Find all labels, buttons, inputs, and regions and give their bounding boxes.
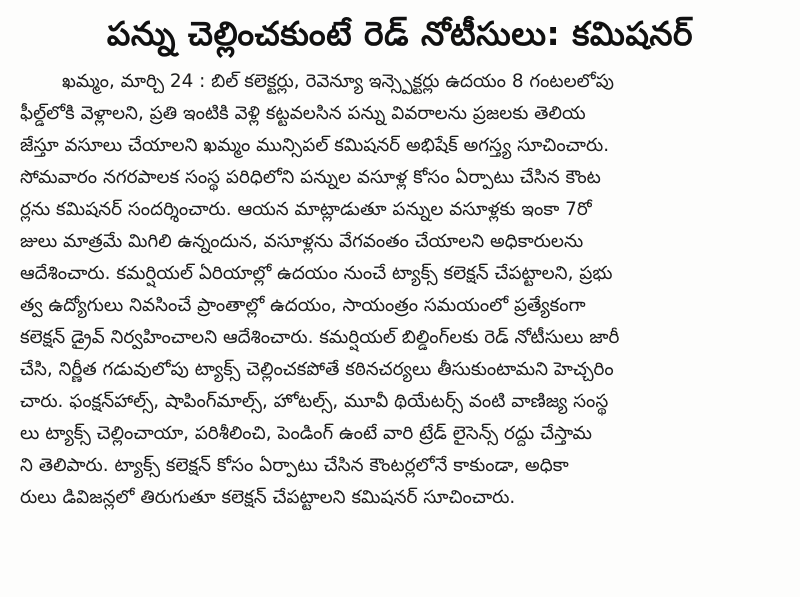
body-line: ఫీల్డ్‌లోకి వెళ్లాలని, ప్రతి ఇంటికి వెళ్లి కట్టవలసిన పన్ను వివరాలను ప్రజలకు తెలియ — [20, 103, 586, 124]
body-line: లు ట్యాక్స్ చెల్లించాయా, పరిశీలించి, పెండింగ్ ఉంటే వారి ట్రేడ్ లైసెన్స్ రద్దు చేస్తామ — [20, 423, 592, 444]
body-line: ని తెలిపారు. ట్యాక్స్ కలెక్షన్ కోసం ఏర్పాటు చేసిన కౌంటర్లలోనే కాకుండా, అధికా — [20, 455, 569, 476]
body-line: ఖమ్మం, మార్చి 24 : బిల్ కలెక్టర్లు, రెవెన్యూ ఇన్స్పెక్టర్లు ఉదయం 8 గంటలలోపు — [62, 71, 614, 92]
body-line: జులు మాత్రమే మిగిలి ఉన్నందున, వసూళ్లను వేగవంతం చేయాలని అధికారులను — [20, 231, 584, 252]
body-line: రులు డివిజన్లలో తిరుగుతూ కలెక్షన్ చేపట్టాలని కమిషనర్ సూచించారు. — [20, 487, 516, 508]
body-line: చారు. ఫంక్షన్‌హాల్స్, షాపింగ్‌మాల్స్, హోటల్స్, మూవీ థియేటర్స్ వంటి వాణిజ్య సంస్థ — [20, 391, 609, 412]
article-body — [20, 66, 780, 514]
body-line: కలెక్షన్ డ్రైవ్ నిర్వహించాలని ఆదేశించారు. కమర్షియల్ బిల్డింగ్‌లకు రెడ్ నోటీసులు జారీ — [20, 327, 620, 348]
body-line: ఆదేశించారు. కమర్షియల్ ఏరియాల్లో ఉదయం నుంచే ట్యాక్స్ కలెక్షన్ చేపట్టాలని, ప్రభు — [20, 263, 613, 284]
body-line: జేస్తూ వసూలు చేయాలని ఖమ్మం మున్సిపల్ కమిషనర్ అభిషేక్ అగస్త్య సూచించారు. — [20, 135, 610, 156]
body-line: త్వ ఉద్యోగులు నివసించే ప్రాంతాల్లో ఉదయం, సాయంత్రం సమయంలో ప్రత్యేకంగా — [20, 295, 586, 316]
body-line: ర్లను కమిషనర్ సందర్శించారు. ఆయన మాట్లాడుతూ పన్నుల వసూళ్లకు ఇంకా 7రో — [20, 199, 592, 220]
body-line: సోమవారం నగరపాలక సంస్థ పరిధిలోని పన్నుల వసూళ్ల కోసం ఏర్పాటు చేసిన కౌంట — [20, 167, 601, 188]
body-line: చేసి, నిర్ణీత గడువులోపు ట్యాక్స్ చెల్లించకపోతే కఠినచర్యలు తీసుకుంటామని హెచ్చరిం — [20, 359, 614, 380]
headline: పన్ను చెల్లించకుంటే రెడ్ నోటీసులు: కమిషనర్ — [106, 14, 694, 53]
